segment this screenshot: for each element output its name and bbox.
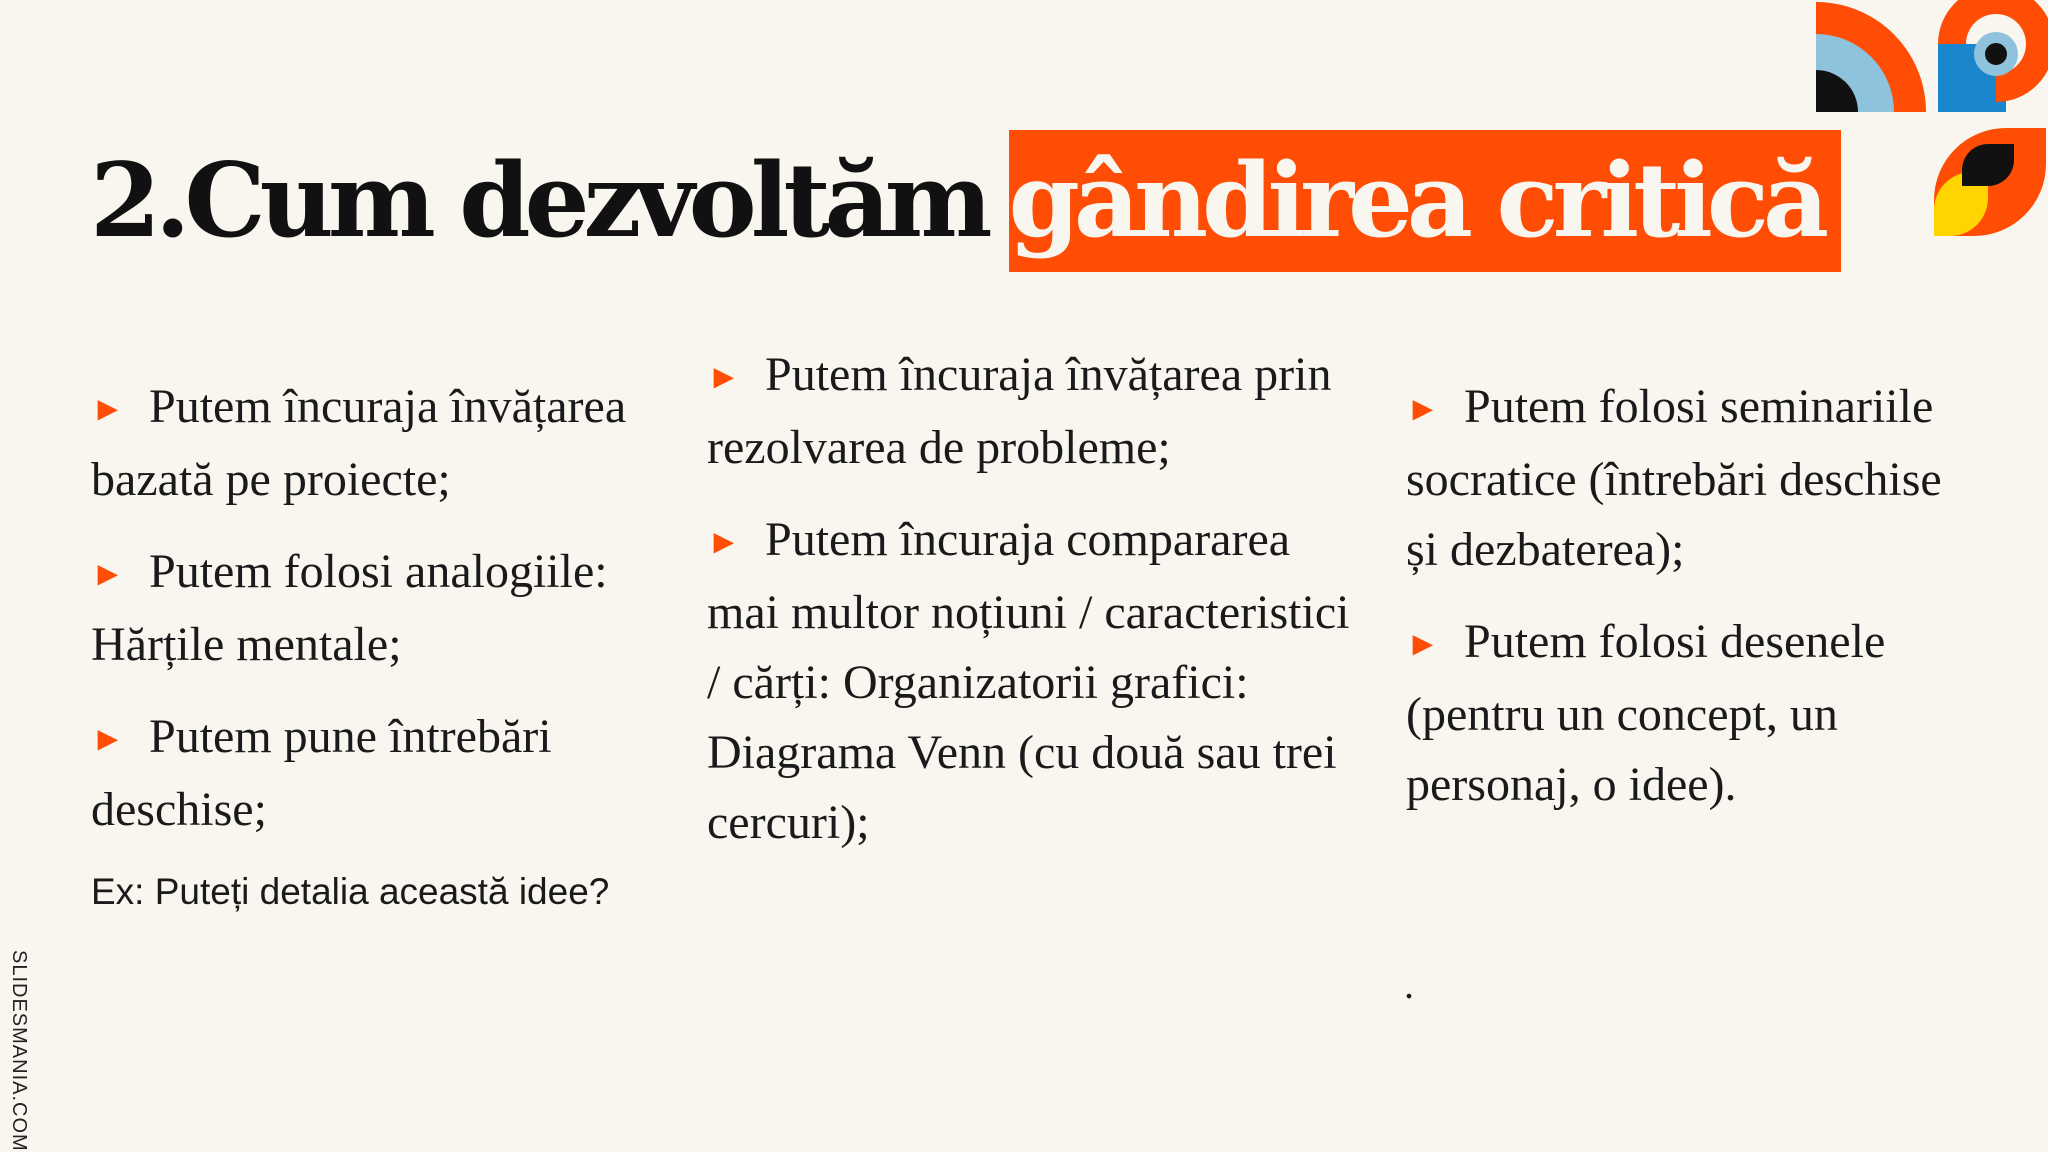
bullet-text: Putem încuraja compararea mai multor noțiuni / caracteristici / cărți: Organizatorii grafici: Diagrama Venn (cu două sau trei cercuri); bbox=[707, 513, 1350, 849]
bullet-text: Putem folosi analogiile: Hărțile mentale; bbox=[91, 545, 608, 671]
example-text: Ex: Puteți detalia această idee? bbox=[91, 871, 610, 912]
bullet-item bbox=[91, 372, 691, 515]
bullet-text: Putem folosi desenele (pentru un concept, un personaj, o idee). bbox=[1406, 615, 1886, 811]
bullet-arrow-icon: ► bbox=[91, 391, 125, 428]
bullet-arrow-icon: ► bbox=[707, 359, 741, 396]
bullet-text: Putem pune întrebări deschise; bbox=[91, 710, 552, 836]
bullet-text: Putem folosi seminariile socratice (întrebări deschise și dezbaterea); bbox=[1406, 380, 1942, 576]
trailing-dot: . bbox=[1404, 962, 1414, 1007]
column-1 bbox=[91, 372, 691, 917]
bullet-item bbox=[707, 340, 1357, 483]
eye-shape bbox=[1938, 0, 2048, 112]
bullet-arrow-icon: ► bbox=[91, 556, 125, 593]
column-2 bbox=[707, 340, 1357, 880]
bullet-item bbox=[1406, 607, 1966, 820]
column-3 bbox=[1406, 372, 1966, 842]
slide-title bbox=[90, 130, 1841, 272]
quarter-circle-shape bbox=[1816, 2, 1926, 112]
bullet-text: Putem încuraja învățarea bazată pe proiecte; bbox=[91, 380, 627, 506]
bullet-item bbox=[707, 505, 1357, 858]
bullet-item bbox=[91, 537, 691, 680]
decorative-shapes-icon bbox=[1810, 0, 2048, 240]
title-plain: 2.Cum dezvoltăm bbox=[90, 141, 987, 261]
bullet-text: Putem încuraja învățarea prin rezolvarea de probleme; bbox=[707, 348, 1332, 474]
bullet-arrow-icon: ► bbox=[1406, 626, 1440, 663]
bullet-item bbox=[91, 702, 691, 845]
title-highlight: gândirea critică bbox=[1009, 130, 1842, 272]
brand-text: SLIDESMANIA.COM bbox=[8, 950, 30, 1152]
bullet-item bbox=[1406, 372, 1966, 585]
bullet-arrow-icon: ► bbox=[707, 524, 741, 561]
brand-watermark bbox=[8, 950, 30, 1152]
bullet-arrow-icon: ► bbox=[91, 721, 125, 758]
bullet-arrow-icon: ► bbox=[1406, 391, 1440, 428]
leaf-shape bbox=[1934, 128, 2046, 236]
